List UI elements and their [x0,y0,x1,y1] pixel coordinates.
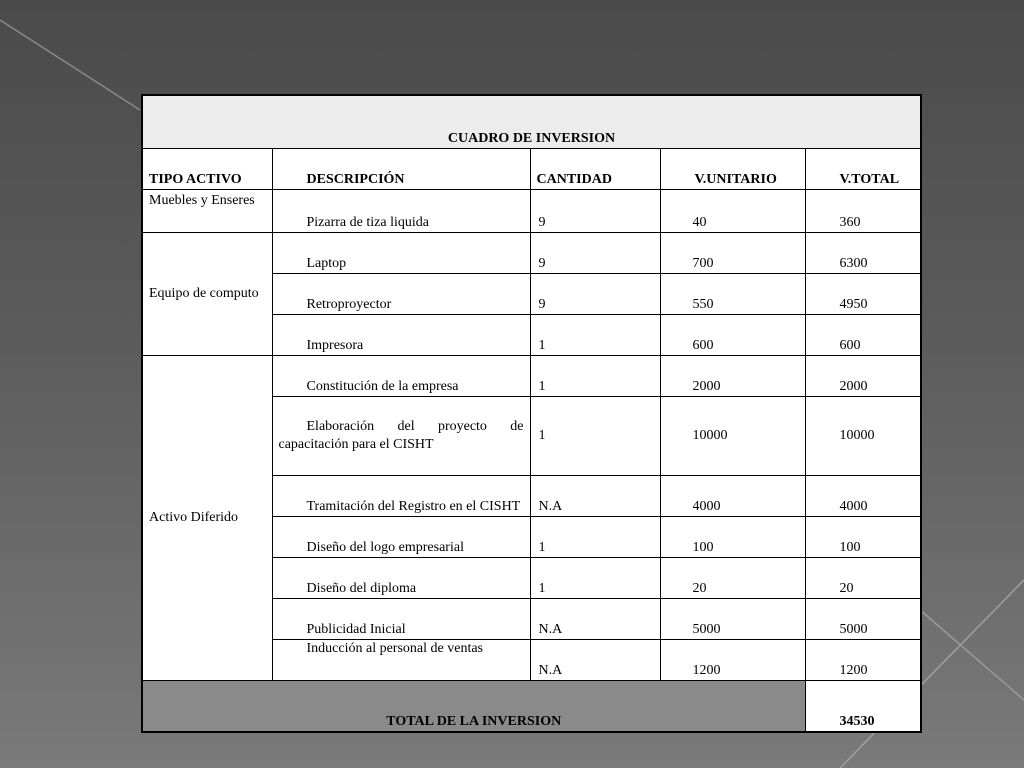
table-title: CUADRO DE INVERSION [142,95,921,149]
header-row [142,149,921,190]
investment-table [141,94,922,733]
unit-cell: 2000 [660,356,805,397]
unit-cell: 700 [660,233,805,274]
header-descripcion: DESCRIPCIÓN [272,149,530,190]
header-tipo: TIPO ACTIVO [142,149,272,190]
total-cell: 600 [805,315,921,356]
desc-cell: Constitución de la empresa [272,356,530,397]
cant-cell: 1 [530,517,660,558]
table-title-row [142,95,921,149]
cant-cell: 1 [530,356,660,397]
total-cell: 1200 [805,640,921,681]
desc-cell: Tramitación del Registro en el CISHT [272,476,530,517]
header-cantidad: CANTIDAD [530,149,660,190]
cant-cell: N.A [530,599,660,640]
total-cell: 10000 [805,397,921,476]
total-value: 34530 [805,681,921,733]
desc-cell: Publicidad Inicial [272,599,530,640]
unit-cell: 100 [660,517,805,558]
cant-cell: 9 [530,274,660,315]
cant-cell: N.A [530,640,660,681]
desc-cell: Inducción al personal de ventas [272,640,530,681]
desc-cell: Laptop [272,233,530,274]
total-label: TOTAL DE LA INVERSION [142,681,805,733]
total-cell: 4950 [805,274,921,315]
tipo-cell: Muebles y Enseres [142,190,272,233]
desc-cell: Diseño del diploma [272,558,530,599]
total-cell: 100 [805,517,921,558]
cant-cell: 9 [530,233,660,274]
total-cell: 5000 [805,599,921,640]
table-row [142,190,921,233]
total-cell: 20 [805,558,921,599]
unit-cell: 600 [660,315,805,356]
desc-cell: Pizarra de tiza liquida [272,190,530,233]
unit-cell: 550 [660,274,805,315]
total-cell: 360 [805,190,921,233]
desc-cell: Impresora [272,315,530,356]
unit-cell: 5000 [660,599,805,640]
unit-cell: 10000 [660,397,805,476]
cant-cell: 1 [530,397,660,476]
cant-cell: N.A [530,476,660,517]
tipo-cell: Equipo de computo [142,233,272,356]
unit-cell: 20 [660,558,805,599]
total-cell: 4000 [805,476,921,517]
cant-cell: 1 [530,558,660,599]
table-row [142,356,921,397]
desc-cell: Retroproyector [272,274,530,315]
unit-cell: 40 [660,190,805,233]
desc-cell: Elaboración del proyecto de capacitación para el CISHT [272,397,530,476]
unit-cell: 4000 [660,476,805,517]
total-cell: 6300 [805,233,921,274]
cant-cell: 9 [530,190,660,233]
table-row [142,233,921,274]
total-row [142,681,921,733]
desc-cell: Diseño del logo empresarial [272,517,530,558]
header-v-total: V.TOTAL [805,149,921,190]
tipo-cell: Activo Diferido [142,356,272,681]
header-v-unitario: V.UNITARIO [660,149,805,190]
total-cell: 2000 [805,356,921,397]
unit-cell: 1200 [660,640,805,681]
cant-cell: 1 [530,315,660,356]
